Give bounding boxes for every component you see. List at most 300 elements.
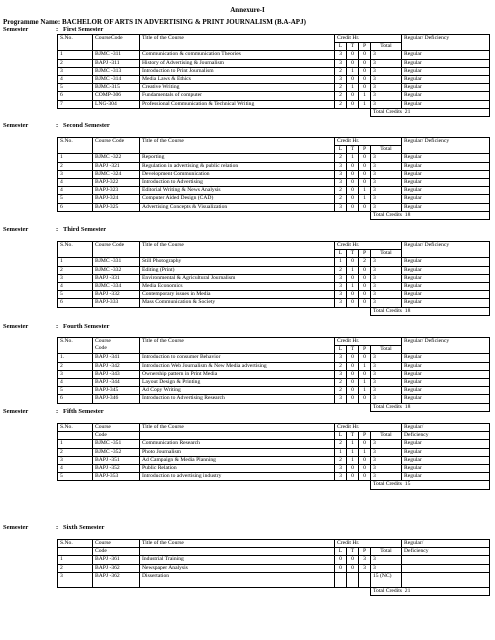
course-row (58, 362, 490, 370)
header-total: Total (371, 43, 402, 51)
course-practical: 0 (359, 84, 371, 92)
semester-label (3, 26, 104, 33)
course-total: 3 (371, 440, 402, 448)
header-blank (140, 548, 335, 556)
course-title: Contemporary issues in Media (140, 291, 335, 299)
course-total: 3 (371, 187, 402, 195)
course-title: Ad Campaign & Media Planning (140, 456, 335, 464)
course-practical: 0 (359, 75, 371, 83)
course-total: 3 (371, 170, 402, 178)
course-title: Ownership pattern in Print Media (140, 370, 335, 378)
course-row (58, 154, 490, 162)
semester-table-1 (57, 34, 490, 117)
course-total: 3 (371, 448, 402, 456)
course-tutorial: 0 (347, 203, 359, 211)
course-row (58, 84, 490, 92)
course-tutorial: 0 (347, 258, 359, 266)
total-credits-value: 21 (404, 108, 411, 115)
course-total: 3 (371, 299, 402, 307)
course-status: Regular (402, 67, 490, 75)
course-title: Advertising Concepts & Visualization (140, 203, 335, 211)
course-practical: 1 (359, 187, 371, 195)
course-sno: 6 (58, 299, 93, 307)
semester-label (3, 122, 110, 129)
course-lecture: 2 (335, 387, 347, 395)
course-title: Introduction Web Journalism & New Media advertising (140, 362, 335, 370)
semester-name: Second Semester (63, 122, 110, 129)
course-practical: 1 (359, 100, 371, 108)
course-title: Introduction to Advertising Research (140, 395, 335, 403)
course-practical: 0 (359, 370, 371, 378)
course-sno: 2 (58, 362, 93, 370)
course-practical: 1 (359, 92, 371, 100)
course-total: 3 (371, 362, 402, 370)
course-sno: 5 (58, 84, 93, 92)
course-tutorial: 0 (347, 162, 359, 170)
course-total: 3 (371, 162, 402, 170)
course-sno: 2 (58, 564, 93, 572)
course-row (58, 572, 490, 587)
course-sno: 1 (58, 556, 93, 564)
course-row (58, 291, 490, 299)
course-total: 3 (371, 266, 402, 274)
course-row (58, 473, 490, 481)
course-status: Regular (402, 51, 490, 59)
course-tutorial (347, 572, 359, 587)
header-sno: S.No. (58, 35, 93, 51)
course-tutorial: 0 (347, 556, 359, 564)
header-total: Total (371, 548, 402, 556)
course-title: Layout Design & Printing (140, 378, 335, 386)
semester-table-3 (57, 241, 490, 316)
header-course-code-line1: Course (93, 424, 140, 432)
course-practical: 0 (359, 282, 371, 290)
course-lecture: 3 (335, 162, 347, 170)
header-course-code-line2: Code (93, 432, 140, 440)
course-lecture: 3 (335, 464, 347, 472)
course-lecture: 3 (335, 299, 347, 307)
colon: : (56, 226, 59, 233)
semester-word: Semester (3, 226, 29, 233)
course-sno: 3 (58, 456, 93, 464)
semester-word: Semester (3, 26, 29, 33)
course-tutorial: 0 (347, 178, 359, 186)
course-code: BAPJ -342 (93, 362, 140, 370)
course-code: BJMC -331 (93, 258, 140, 266)
header-course-code-line2: Code (95, 345, 107, 351)
total-credits-value: 15 (404, 481, 411, 488)
course-title: Computer Aided Design (CAD) (140, 195, 335, 203)
course-status: Regular (402, 59, 490, 67)
course-code: BAPJ -341 (93, 354, 140, 362)
header-credit-hr: Credit Hr. (335, 424, 402, 432)
course-code: BAPJ-322 (93, 178, 140, 186)
course-title: Editing (Print) (140, 266, 335, 274)
course-code: BAPJ -343 (93, 370, 140, 378)
course-tutorial: 0 (347, 92, 359, 100)
course-practical: 0 (359, 51, 371, 59)
course-sno: 2 (58, 266, 93, 274)
course-row (58, 170, 490, 178)
course-lecture: 3 (335, 473, 347, 481)
total-credits-cell (371, 211, 490, 219)
course-row (58, 556, 490, 564)
course-title: Introduction to consumer Behavior (140, 354, 335, 362)
course-total: 3 (371, 378, 402, 386)
course-lecture: 2 (335, 195, 347, 203)
course-sno: 6 (58, 203, 93, 211)
course-tutorial: 1 (347, 67, 359, 75)
course-lecture: 2 (335, 378, 347, 386)
course-status: Regular (402, 195, 490, 203)
course-sno: 6 (58, 92, 93, 100)
header-sno: S.No. (58, 424, 93, 432)
course-title: Still Photography (140, 258, 335, 266)
course-title: Communication & communication Theories (140, 51, 335, 59)
course-lecture: 0 (335, 556, 347, 564)
course-lecture: 3 (335, 282, 347, 290)
course-code: BJMC -332 (93, 266, 140, 274)
semester-word: Semester (3, 408, 29, 415)
course-status: Regular (402, 178, 490, 186)
course-row (58, 395, 490, 403)
course-total: 3 (371, 84, 402, 92)
course-title: Industrial Training (140, 556, 335, 564)
course-total: 3 (371, 51, 402, 59)
course-practical: 1 (359, 195, 371, 203)
semester-table-5 (57, 423, 490, 490)
course-title: Ad Copy Writing (140, 387, 335, 395)
course-row (58, 178, 490, 186)
course-sno: 3 (58, 274, 93, 282)
course-title: Environmental & Agricultural Journalism (140, 274, 335, 282)
course-code: BAPJ-333 (93, 299, 140, 307)
course-tutorial: 0 (347, 299, 359, 307)
colon: : (56, 408, 59, 415)
course-row (58, 440, 490, 448)
course-row (58, 258, 490, 266)
course-code: BAPJ-353 (93, 473, 140, 481)
header-t: T (347, 146, 359, 154)
header-p: P (359, 346, 371, 354)
course-lecture: 3 (335, 170, 347, 178)
total-credits-label: Total Credits (373, 403, 402, 410)
course-status: Regular (402, 395, 490, 403)
header-l: L (335, 432, 347, 440)
course-tutorial: 0 (347, 59, 359, 67)
course-tutorial: 0 (347, 170, 359, 178)
total-credits-value: 18 (404, 307, 411, 314)
course-code: BAPJ-346 (93, 395, 140, 403)
header-t: T (347, 548, 359, 556)
course-total: 3 (371, 370, 402, 378)
programme-title: Programme Name: BACHELOR OF ARTS IN ADVERTISING & PRINT JOURNALISM (B.A-APJ) (3, 18, 306, 26)
course-total: 3 (371, 178, 402, 186)
course-practical: 1 (359, 387, 371, 395)
spacer-cell (58, 403, 371, 411)
header-course-code (93, 338, 140, 354)
course-code: BJMC -324 (93, 170, 140, 178)
header-blank (58, 548, 93, 556)
annexure-heading: Annexure-I (230, 6, 265, 14)
semester-name: Third Semester (63, 226, 107, 233)
total-credits-value: 18 (404, 403, 411, 410)
header-total: Total (371, 146, 402, 154)
course-code: COMP-306 (93, 92, 140, 100)
course-practical: 0 (359, 170, 371, 178)
course-total: 3 (371, 556, 402, 564)
course-tutorial: 0 (347, 370, 359, 378)
course-status: Regular (402, 203, 490, 211)
course-status: Regular (402, 456, 490, 464)
course-status: Regular (402, 387, 490, 395)
course-practical: 1 (359, 378, 371, 386)
header-title: Title of the Course (140, 242, 335, 258)
course-lecture: 3 (335, 395, 347, 403)
course-status: Regular (402, 154, 490, 162)
header-title: Title of the Course (140, 424, 335, 432)
semester-label (3, 323, 110, 330)
course-title: History of Advertising & Journalism (140, 59, 335, 67)
course-practical: 0 (359, 464, 371, 472)
header-deficiency: Deficiency (402, 548, 490, 556)
course-total: 15 (NC) (371, 572, 402, 587)
course-code: BJMC -351 (93, 440, 140, 448)
course-lecture: 3 (335, 75, 347, 83)
course-title: Newspaper Analysis (140, 564, 335, 572)
header-total: Total (371, 432, 402, 440)
total-credits-label: Total Credits (373, 211, 402, 218)
course-row (58, 100, 490, 108)
total-credits-value: 21 (404, 587, 411, 594)
course-sno: 4 (58, 464, 93, 472)
course-sno: 1. (58, 354, 93, 362)
course-practical: 0 (359, 395, 371, 403)
header-credit-hr: Credit Hr. (335, 242, 402, 250)
course-status: Regular (402, 162, 490, 170)
header-p: P (359, 250, 371, 258)
course-lecture: 2 (335, 92, 347, 100)
course-lecture: 3 (335, 354, 347, 362)
course-total: 3 (371, 154, 402, 162)
course-status: Regular (402, 362, 490, 370)
course-tutorial: 1 (347, 440, 359, 448)
course-row (58, 370, 490, 378)
header-regular-deficiency: Regular/ Deficiency (402, 138, 490, 154)
semester-label (3, 226, 107, 233)
course-row (58, 266, 490, 274)
course-tutorial: 0 (347, 395, 359, 403)
course-code: BJMC-315 (93, 84, 140, 92)
header-l: L (335, 250, 347, 258)
course-sno: 4 (58, 187, 93, 195)
header-l: L (335, 146, 347, 154)
course-status: Regular (402, 92, 490, 100)
header-regular: Regular/ (402, 424, 490, 432)
course-tutorial: 0 (347, 274, 359, 282)
course-lecture: 2 (335, 362, 347, 370)
course-title: Photo Journalism (140, 448, 335, 456)
spacer-cell (58, 481, 371, 489)
course-title: Mass Communication & Society (140, 299, 335, 307)
course-code: BAPJ-323 (93, 187, 140, 195)
course-lecture (335, 572, 347, 587)
course-practical: 0 (359, 291, 371, 299)
header-p: P (359, 43, 371, 51)
course-lecture: 3 (335, 203, 347, 211)
semester-word: Semester (3, 122, 29, 129)
course-total: 3 (371, 387, 402, 395)
course-title: Regulation in advertising & public relation (140, 162, 335, 170)
header-blank (140, 432, 335, 440)
course-code: BJMC -314 (93, 75, 140, 83)
semester-name: First Semester (63, 26, 104, 33)
course-title: Communication Research (140, 440, 335, 448)
course-practical: 1 (359, 448, 371, 456)
course-sno: 3 (58, 370, 93, 378)
course-row (58, 378, 490, 386)
course-tutorial: 0 (347, 51, 359, 59)
course-practical: 0 (359, 162, 371, 170)
header-l: L (335, 43, 347, 51)
course-title: Introduction to Print Journalism (140, 67, 335, 75)
course-title: Introduction to advertising industry (140, 473, 335, 481)
header-course-code-line2: Code (93, 548, 140, 556)
course-lecture: 1 (335, 258, 347, 266)
header-credit-hr: Credit Hr. (335, 138, 402, 146)
header-regular-deficiency: Regular/ Deficiency (402, 35, 490, 51)
course-status: Regular (402, 448, 490, 456)
header-credit-hr: Credit Hr. (335, 540, 402, 548)
course-sno: 4 (58, 378, 93, 386)
course-row (58, 187, 490, 195)
course-code: BAPJ -321 (93, 162, 140, 170)
course-total: 3 (371, 282, 402, 290)
header-p: P (359, 146, 371, 154)
course-tutorial: 0 (347, 100, 359, 108)
semester-name: Sixth Semester (63, 524, 105, 531)
total-credits-label: Total Credits (373, 108, 402, 115)
course-title: Introduction to Advertising (140, 178, 335, 186)
course-row (58, 67, 490, 75)
course-status: Regular (402, 440, 490, 448)
course-practical: 3 (359, 556, 371, 564)
course-row (58, 51, 490, 59)
course-lecture: 1 (335, 448, 347, 456)
header-sno: S.No. (58, 338, 93, 354)
course-total: 3 (371, 258, 402, 266)
header-course-code-line1: Course (93, 540, 140, 548)
course-practical: 0 (359, 266, 371, 274)
course-code: BAPJ -361 (93, 556, 140, 564)
course-practical: 0 (359, 274, 371, 282)
course-row (58, 456, 490, 464)
header-total: Total (371, 346, 402, 354)
header-sno: S.No. (58, 242, 93, 258)
course-sno: 4 (58, 75, 93, 83)
course-sno: 1 (58, 440, 93, 448)
course-lecture: 2 (335, 84, 347, 92)
course-lecture: 3 (335, 291, 347, 299)
course-practical: 0 (359, 456, 371, 464)
course-status: Regular (402, 170, 490, 178)
header-p: P (359, 432, 371, 440)
header-p: P (359, 548, 371, 556)
course-practical: 1 (359, 362, 371, 370)
course-practical: 0 (359, 178, 371, 186)
course-sno: 5 (58, 195, 93, 203)
total-credits-cell (371, 108, 490, 116)
course-sno: 4 (58, 178, 93, 186)
course-total: 3 (371, 195, 402, 203)
course-practical: 0 (359, 440, 371, 448)
course-lecture: 2 (335, 154, 347, 162)
course-total: 3 (371, 464, 402, 472)
course-status (402, 572, 490, 587)
course-total: 3 (371, 100, 402, 108)
semester-table-2 (57, 137, 490, 220)
course-lecture: 3 (335, 274, 347, 282)
course-row (58, 162, 490, 170)
course-tutorial: 0 (347, 464, 359, 472)
course-total: 3 (371, 473, 402, 481)
course-row (58, 195, 490, 203)
header-blank (58, 432, 93, 440)
course-total: 3 (371, 59, 402, 67)
header-regular: Regular/ (402, 540, 490, 548)
course-title: Development Communication (140, 170, 335, 178)
header-course-code: Course Code (93, 138, 140, 154)
course-title: Creative Writing (140, 84, 335, 92)
course-sno: 1 (58, 154, 93, 162)
header-title: Title of the Course (140, 35, 335, 51)
header-t: T (347, 43, 359, 51)
course-code: BAPJ -344 (93, 378, 140, 386)
header-sno: S.No. (58, 138, 93, 154)
course-tutorial: 0 (347, 354, 359, 362)
course-practical: 3 (359, 564, 371, 572)
course-total: 3 (371, 564, 402, 572)
course-title: Public Relation (140, 464, 335, 472)
course-code: BJMC -313 (93, 67, 140, 75)
course-tutorial: 0 (347, 291, 359, 299)
course-sno: 1 (58, 51, 93, 59)
header-course-code-line1: Course (95, 338, 111, 344)
course-lecture: 2 (335, 440, 347, 448)
total-credits-label: Total Credits (373, 481, 402, 488)
spacer-cell (58, 108, 371, 116)
course-tutorial: 0 (347, 564, 359, 572)
colon: : (56, 122, 59, 129)
course-status: Regular (402, 378, 490, 386)
semester-name: Fourth Semester (63, 323, 110, 330)
course-tutorial: 0 (347, 387, 359, 395)
course-tutorial: 0 (347, 473, 359, 481)
course-status: Regular (402, 100, 490, 108)
course-sno: 5 (58, 291, 93, 299)
course-title: Dissertation (140, 572, 335, 587)
course-tutorial: 1 (347, 266, 359, 274)
course-total: 3 (371, 395, 402, 403)
course-row (58, 282, 490, 290)
course-lecture: 2 (335, 187, 347, 195)
course-sno: 6 (58, 395, 93, 403)
course-row (58, 75, 490, 83)
total-credits-cell (371, 587, 490, 595)
header-course-code: CourseCode (93, 35, 140, 51)
course-sno: 1 (58, 258, 93, 266)
header-title: Title of the Course (140, 138, 335, 154)
